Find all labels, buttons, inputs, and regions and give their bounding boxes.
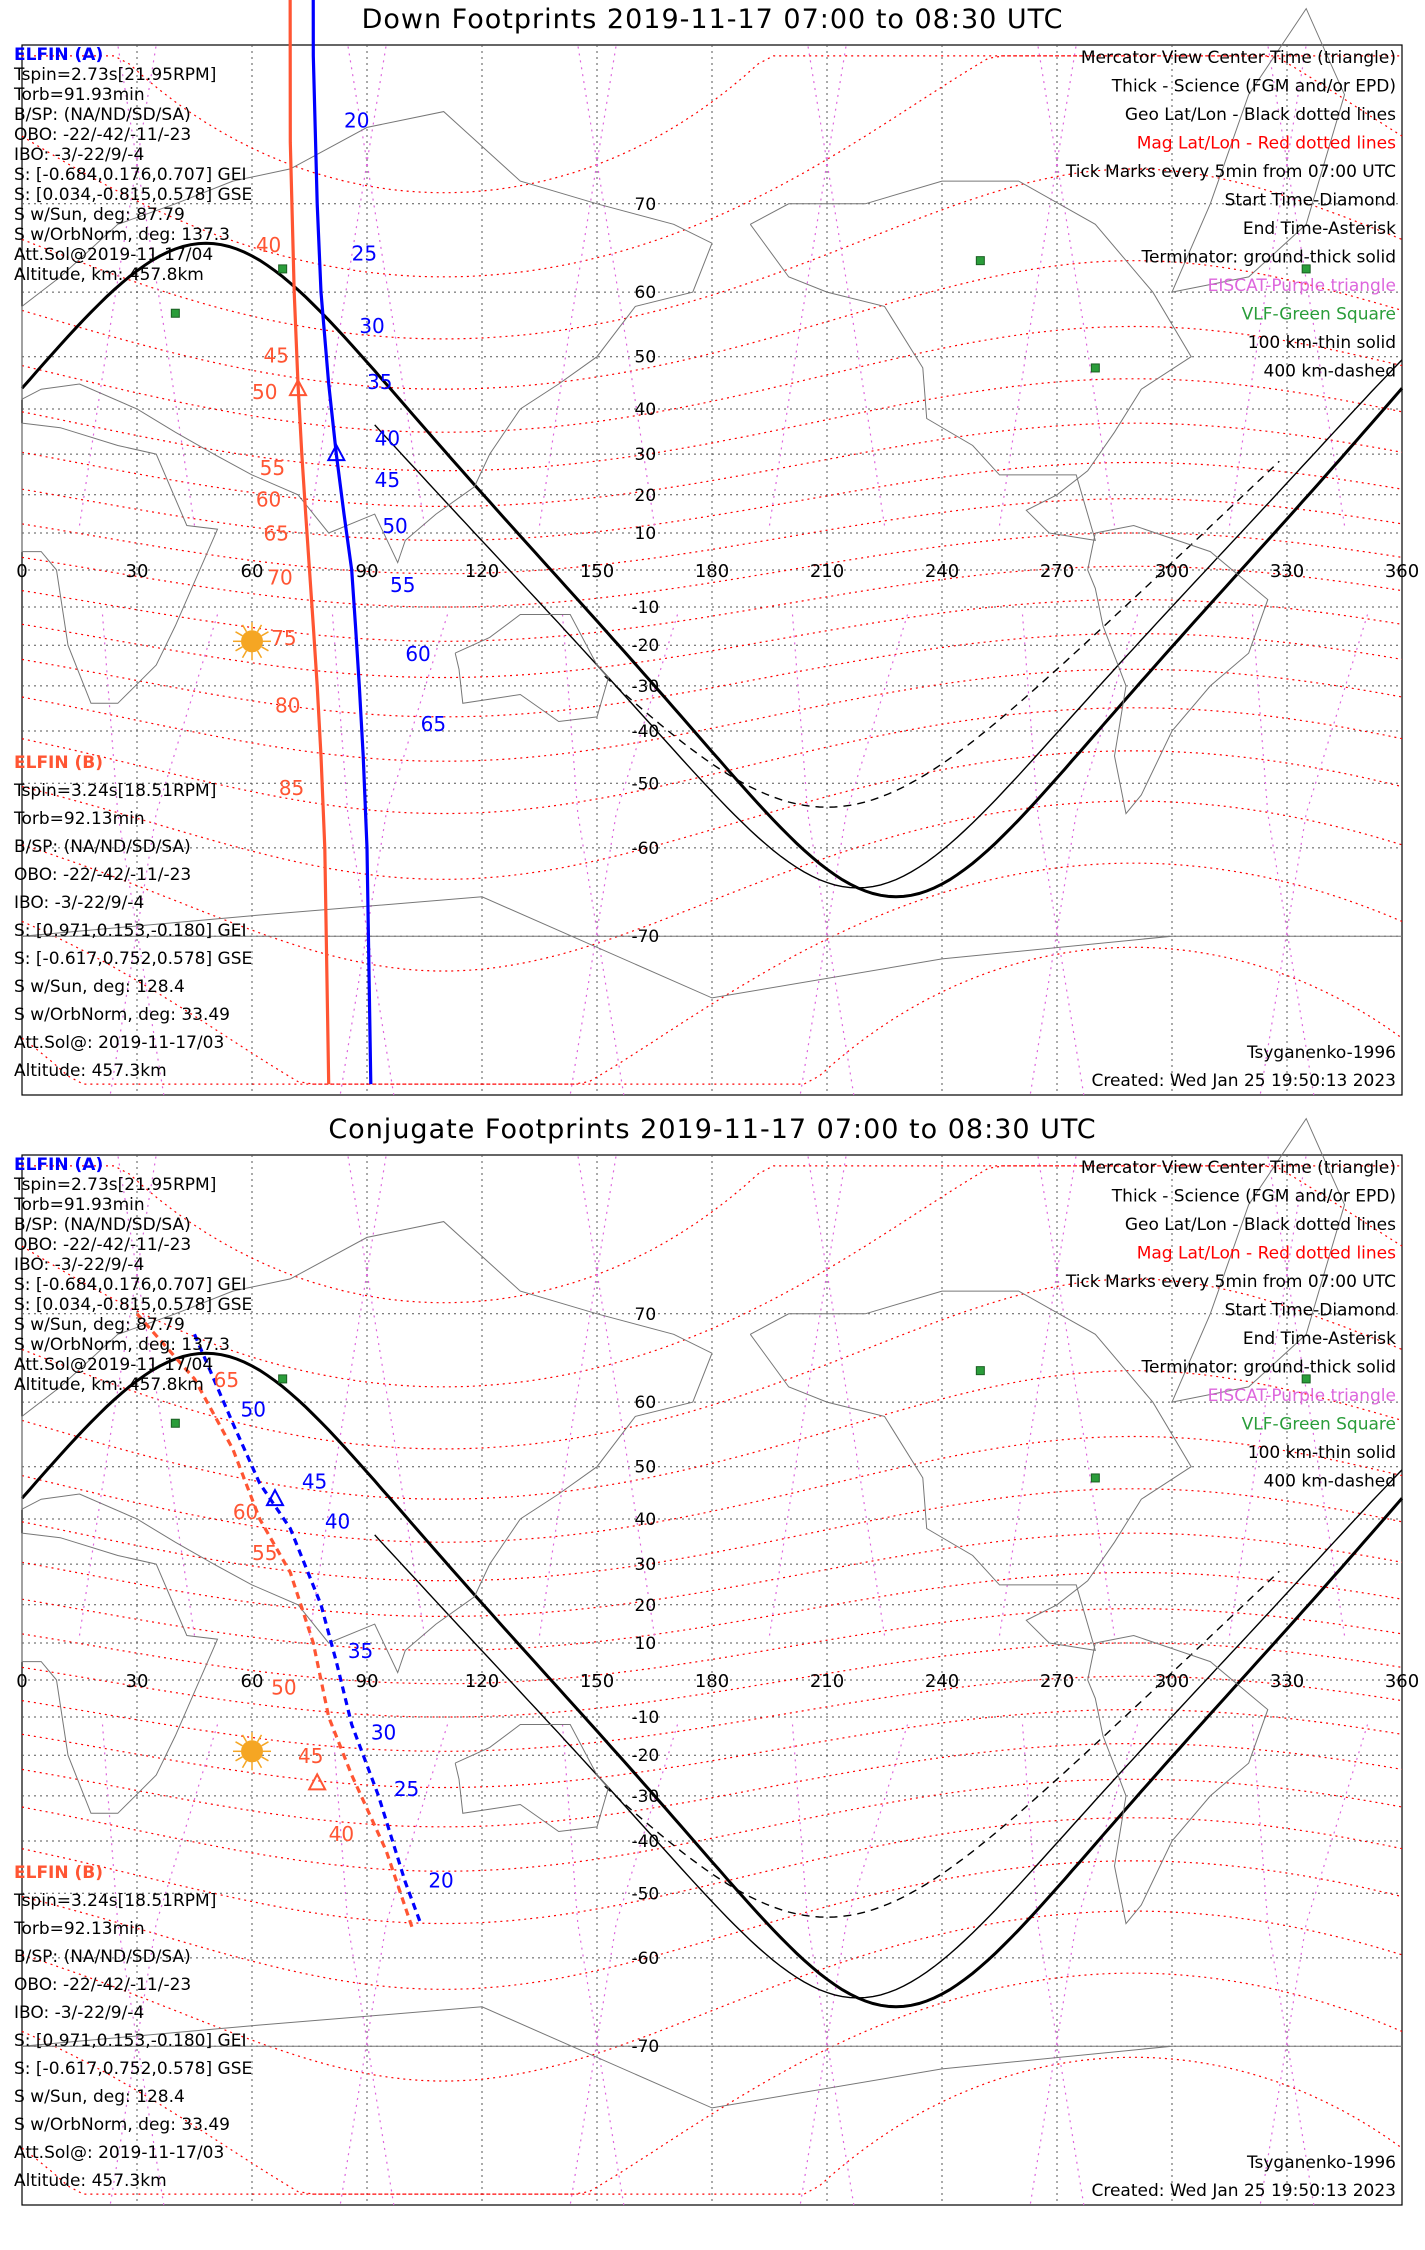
track-tick-label: 40 <box>328 1821 355 1846</box>
sat-a-info: OBO: -22/-42/-11/-23 <box>14 1235 192 1255</box>
y-tick-label: -60 <box>631 838 660 859</box>
legend-entry: Mercator View Center Time (triangle) <box>1080 1158 1396 1178</box>
x-tick-label: 240 <box>924 561 960 582</box>
sat-b-info: S w/Sun, deg: 128.4 <box>14 2087 185 2107</box>
model-label: Tsyganenko-1996 <box>1246 1043 1396 1063</box>
panel-title: Down Footprints 2019-11-17 07:00 to 08:30 UTC <box>361 4 1064 35</box>
y-tick-label: 20 <box>634 485 657 506</box>
sat-a-info: S: [0.034,-0.815,0.578] GSE <box>14 185 253 205</box>
y-tick-label: -40 <box>631 721 660 742</box>
legend-entry: End Time-Asterisk <box>1242 219 1396 239</box>
sat-b-info: S w/Sun, deg: 128.4 <box>14 977 185 997</box>
legend-entry: EISCAT-Purple triangle <box>1207 276 1396 296</box>
sat-a-info: Torb=91.93min <box>14 85 145 105</box>
track-tick-label: 60 <box>405 642 431 667</box>
legend-entry: Tick Marks every 5min from 07:00 UTC <box>1065 162 1396 182</box>
sat-b-info: S: [-0.617,0.752,0.578] GSE <box>14 949 253 969</box>
y-tick-label: 30 <box>634 1555 657 1576</box>
track-tick-label: 40 <box>255 233 282 258</box>
sat-a-info: S: [0.034,-0.815,0.578] GSE <box>14 1295 253 1315</box>
sat-a-info: IBO: -3/-22/9/-4 <box>14 1255 145 1275</box>
sat-a-info: B/SP: (NA/ND/SD/SA) <box>14 1215 191 1235</box>
sat-a-info: S w/OrbNorm, deg: 137.3 <box>14 1335 231 1355</box>
vlf-station-marker <box>1091 364 1099 372</box>
legend-entry: 400 km-dashed <box>1263 1471 1396 1492</box>
sat-b-info: S: [-0.617,0.752,0.578] GSE <box>14 2059 253 2079</box>
legend-entry: Mag Lat/Lon - Red dotted lines <box>1136 133 1396 154</box>
vlf-station-marker <box>976 257 984 265</box>
legend-entry: Start Time-Diamond <box>1224 190 1396 211</box>
x-tick-label: 360 <box>1384 1671 1420 1692</box>
track-tick-label: 50 <box>252 380 278 405</box>
x-tick-label: 90 <box>355 1671 379 1692</box>
legend-entry: Mercator View Center Time (triangle) <box>1080 48 1396 68</box>
y-tick-label: 50 <box>634 347 657 368</box>
track-tick-label: 55 <box>390 573 416 598</box>
legend-entry: VLF-Green Square <box>1241 304 1396 325</box>
track-tick-label: 45 <box>298 1744 324 1769</box>
panel-title: Conjugate Footprints 2019-11-17 07:00 to 08:30 UTC <box>328 1114 1097 1145</box>
sat-b-info: Att.Sol@: 2019-11-17/03 <box>14 1033 225 1053</box>
y-tick-label: 40 <box>634 400 657 421</box>
legend-entry: Thick - Science (FGM and/or EPD) <box>1111 76 1396 97</box>
x-tick-label: 30 <box>125 1671 149 1692</box>
track-tick-label: 35 <box>367 370 393 395</box>
sat-b-info: Torb=92.13min <box>14 1919 145 1939</box>
y-tick-label: 70 <box>634 194 657 215</box>
track-tick-label: 40 <box>324 1509 351 1534</box>
legend-entry: Terminator: ground-thick solid <box>1141 247 1396 268</box>
track-tick-label: 20 <box>344 108 370 133</box>
y-tick-label: 60 <box>634 283 657 304</box>
sat-a-info: OBO: -22/-42/-11/-23 <box>14 125 192 145</box>
y-tick-label: 20 <box>634 1595 657 1616</box>
sun-icon <box>241 630 263 652</box>
track-tick-label: 75 <box>271 626 297 651</box>
legend-entry: Geo Lat/Lon - Black dotted lines <box>1124 1215 1396 1235</box>
y-tick-label: 50 <box>634 1457 657 1478</box>
y-tick-label: -70 <box>631 2037 660 2058</box>
sat-b-info: Tspin=3.24s[18.51RPM] <box>14 781 217 801</box>
x-tick-label: 60 <box>240 1671 264 1692</box>
track-tick-label: 40 <box>374 426 401 451</box>
map-plot <box>0 0 1425 1110</box>
sat-b-info: IBO: -3/-22/9/-4 <box>14 893 145 913</box>
track-tick-label: 55 <box>259 455 286 480</box>
sat-b-info: B/SP: (NA/ND/SD/SA) <box>14 837 191 857</box>
sat-a-info: S w/Sun, deg: 87.79 <box>14 205 185 225</box>
legend-entry: End Time-Asterisk <box>1242 1329 1396 1349</box>
track-tick-label: 30 <box>359 313 385 338</box>
map-plot <box>0 1110 1425 2220</box>
legend-entry: Terminator: ground-thick solid <box>1141 1357 1396 1378</box>
x-tick-label: 30 <box>125 561 149 582</box>
y-tick-label: -10 <box>631 598 660 619</box>
track-tick-label: 50 <box>382 513 408 538</box>
y-tick-label: -70 <box>631 927 660 948</box>
sat-a-info: Tspin=2.73s[21.95RPM] <box>14 65 217 85</box>
y-tick-label: 70 <box>634 1304 657 1325</box>
sat-b-header: ELFIN (B) <box>14 1863 104 1883</box>
sat-a-info: B/SP: (NA/ND/SD/SA) <box>14 105 191 125</box>
track-tick-label: 35 <box>347 1638 374 1663</box>
track-tick-label: 25 <box>393 1776 420 1801</box>
down-footprints-panel <box>0 0 1425 1110</box>
y-tick-label: -50 <box>631 1884 660 1905</box>
vlf-station-marker <box>171 1419 179 1427</box>
x-tick-label: 270 <box>1039 561 1075 582</box>
sat-b-info: OBO: -22/-42/-11/-23 <box>14 1975 192 1995</box>
sat-a-info: Tspin=2.73s[21.95RPM] <box>14 1175 217 1195</box>
track-tick-label: 60 <box>255 487 282 512</box>
legend-entry: Start Time-Diamond <box>1224 1300 1396 1321</box>
sat-b-header: ELFIN (B) <box>14 753 104 773</box>
x-tick-label: 300 <box>1154 561 1190 582</box>
sat-a-header: ELFIN (A) <box>14 45 104 65</box>
vlf-station-marker <box>1091 1474 1099 1482</box>
track-tick-label: 50 <box>271 1675 297 1700</box>
sat-a-info: Att.Sol@2019-11-17/04 <box>14 1355 214 1375</box>
y-tick-label: 40 <box>634 1510 657 1531</box>
sat-a-info: Altitude, km: 457.8km <box>14 265 204 285</box>
x-tick-label: 300 <box>1154 1671 1190 1692</box>
track-tick-label: 50 <box>240 1397 266 1422</box>
sat-a-info: Altitude, km: 457.8km <box>14 1375 204 1395</box>
x-tick-label: 210 <box>809 561 845 582</box>
y-tick-label: -20 <box>631 636 660 657</box>
x-tick-label: 150 <box>579 1671 615 1692</box>
track-tick-label: 65 <box>263 521 289 546</box>
track-tick-label: 65 <box>213 1367 240 1392</box>
legend-entry: Thick - Science (FGM and/or EPD) <box>1111 1186 1396 1207</box>
sat-b-info: Altitude: 457.3km <box>14 1061 167 1081</box>
track-tick-label: 80 <box>275 693 301 718</box>
legend-entry: 400 km-dashed <box>1263 361 1396 382</box>
track-tick-label: 70 <box>267 565 293 590</box>
x-tick-label: 180 <box>694 561 730 582</box>
y-tick-label: -40 <box>631 1831 660 1852</box>
legend-entry: Tick Marks every 5min from 07:00 UTC <box>1065 1272 1396 1292</box>
x-tick-label: 240 <box>924 1671 960 1692</box>
y-tick-label: 60 <box>634 1393 657 1414</box>
x-tick-label: 0 <box>16 561 28 582</box>
track-tick-label: 30 <box>370 1720 397 1745</box>
sat-b-info: IBO: -3/-22/9/-4 <box>14 2003 145 2023</box>
sat-a-info: S: [-0.684,0.176,0.707] GEI <box>14 165 247 185</box>
track-tick-label: 55 <box>252 1540 278 1565</box>
x-tick-label: 120 <box>464 561 500 582</box>
legend-entry: Geo Lat/Lon - Black dotted lines <box>1124 105 1396 125</box>
y-tick-label: 10 <box>634 1633 657 1654</box>
x-tick-label: 330 <box>1269 561 1305 582</box>
track-tick-label: 25 <box>351 241 378 266</box>
legend-entry: VLF-Green Square <box>1241 1414 1396 1435</box>
sun-icon <box>241 1740 263 1762</box>
sat-a-info: Att.Sol@2019-11-17/04 <box>14 245 214 265</box>
x-tick-label: 0 <box>16 1671 28 1692</box>
vlf-station-marker <box>171 309 179 317</box>
y-tick-label: -20 <box>631 1746 660 1767</box>
x-tick-label: 180 <box>694 1671 730 1692</box>
track-tick-label: 45 <box>301 1469 328 1494</box>
track-tick-label: 20 <box>428 1868 454 1893</box>
x-tick-label: 60 <box>240 561 264 582</box>
x-tick-label: 150 <box>579 561 615 582</box>
y-tick-label: 10 <box>634 523 657 544</box>
track-tick-label: 45 <box>374 467 401 492</box>
x-tick-label: 360 <box>1384 561 1420 582</box>
sat-b-info: B/SP: (NA/ND/SD/SA) <box>14 1947 191 1967</box>
sat-a-info: S: [-0.684,0.176,0.707] GEI <box>14 1275 247 1295</box>
track-tick-label: 85 <box>278 775 305 800</box>
x-tick-label: 270 <box>1039 1671 1075 1692</box>
sat-b-info: S: [0.971,0.153,-0.180] GEI <box>14 2031 247 2051</box>
sat-b-info: Att.Sol@: 2019-11-17/03 <box>14 2143 225 2163</box>
created-label: Created: Wed Jan 25 19:50:13 2023 <box>1091 1071 1396 1091</box>
x-tick-label: 90 <box>355 561 379 582</box>
legend-entry: Mag Lat/Lon - Red dotted lines <box>1136 1243 1396 1264</box>
y-tick-label: 30 <box>634 445 657 466</box>
sat-a-info: S w/OrbNorm, deg: 137.3 <box>14 225 231 245</box>
sat-a-info: IBO: -3/-22/9/-4 <box>14 145 145 165</box>
legend-entry: 100 km-thin solid <box>1247 333 1396 353</box>
sat-a-info: S w/Sun, deg: 87.79 <box>14 1315 185 1335</box>
y-tick-label: -30 <box>631 676 660 697</box>
y-tick-label: -10 <box>631 1708 660 1729</box>
vlf-station-marker <box>279 1375 287 1383</box>
sat-b-info: OBO: -22/-42/-11/-23 <box>14 865 192 885</box>
x-tick-label: 120 <box>464 1671 500 1692</box>
sat-a-header: ELFIN (A) <box>14 1155 104 1175</box>
legend-entry: 100 km-thin solid <box>1247 1443 1396 1463</box>
y-tick-label: -60 <box>631 1948 660 1969</box>
sat-b-info: S w/OrbNorm, deg: 33.49 <box>14 1005 231 1025</box>
sat-b-info: Torb=92.13min <box>14 809 145 829</box>
sat-a-info: Torb=91.93min <box>14 1195 145 1215</box>
vlf-station-marker <box>976 1367 984 1375</box>
track-tick-label: 65 <box>420 711 447 736</box>
sat-b-info: S w/OrbNorm, deg: 33.49 <box>14 2115 231 2135</box>
x-tick-label: 330 <box>1269 1671 1305 1692</box>
y-tick-label: -30 <box>631 1786 660 1807</box>
x-tick-label: 210 <box>809 1671 845 1692</box>
legend-entry: EISCAT-Purple triangle <box>1207 1386 1396 1406</box>
track-tick-label: 45 <box>263 343 289 368</box>
vlf-station-marker <box>279 265 287 273</box>
sat-b-info: Altitude: 457.3km <box>14 2171 167 2191</box>
y-tick-label: -50 <box>631 774 660 795</box>
track-tick-label: 60 <box>232 1500 259 1525</box>
model-label: Tsyganenko-1996 <box>1246 2153 1396 2173</box>
conjugate-footprints-panel <box>0 1110 1425 2220</box>
created-label: Created: Wed Jan 25 19:50:13 2023 <box>1091 2181 1396 2201</box>
sat-b-info: Tspin=3.24s[18.51RPM] <box>14 1891 217 1911</box>
sat-b-info: S: [0.971,0.153,-0.180] GEI <box>14 921 247 941</box>
